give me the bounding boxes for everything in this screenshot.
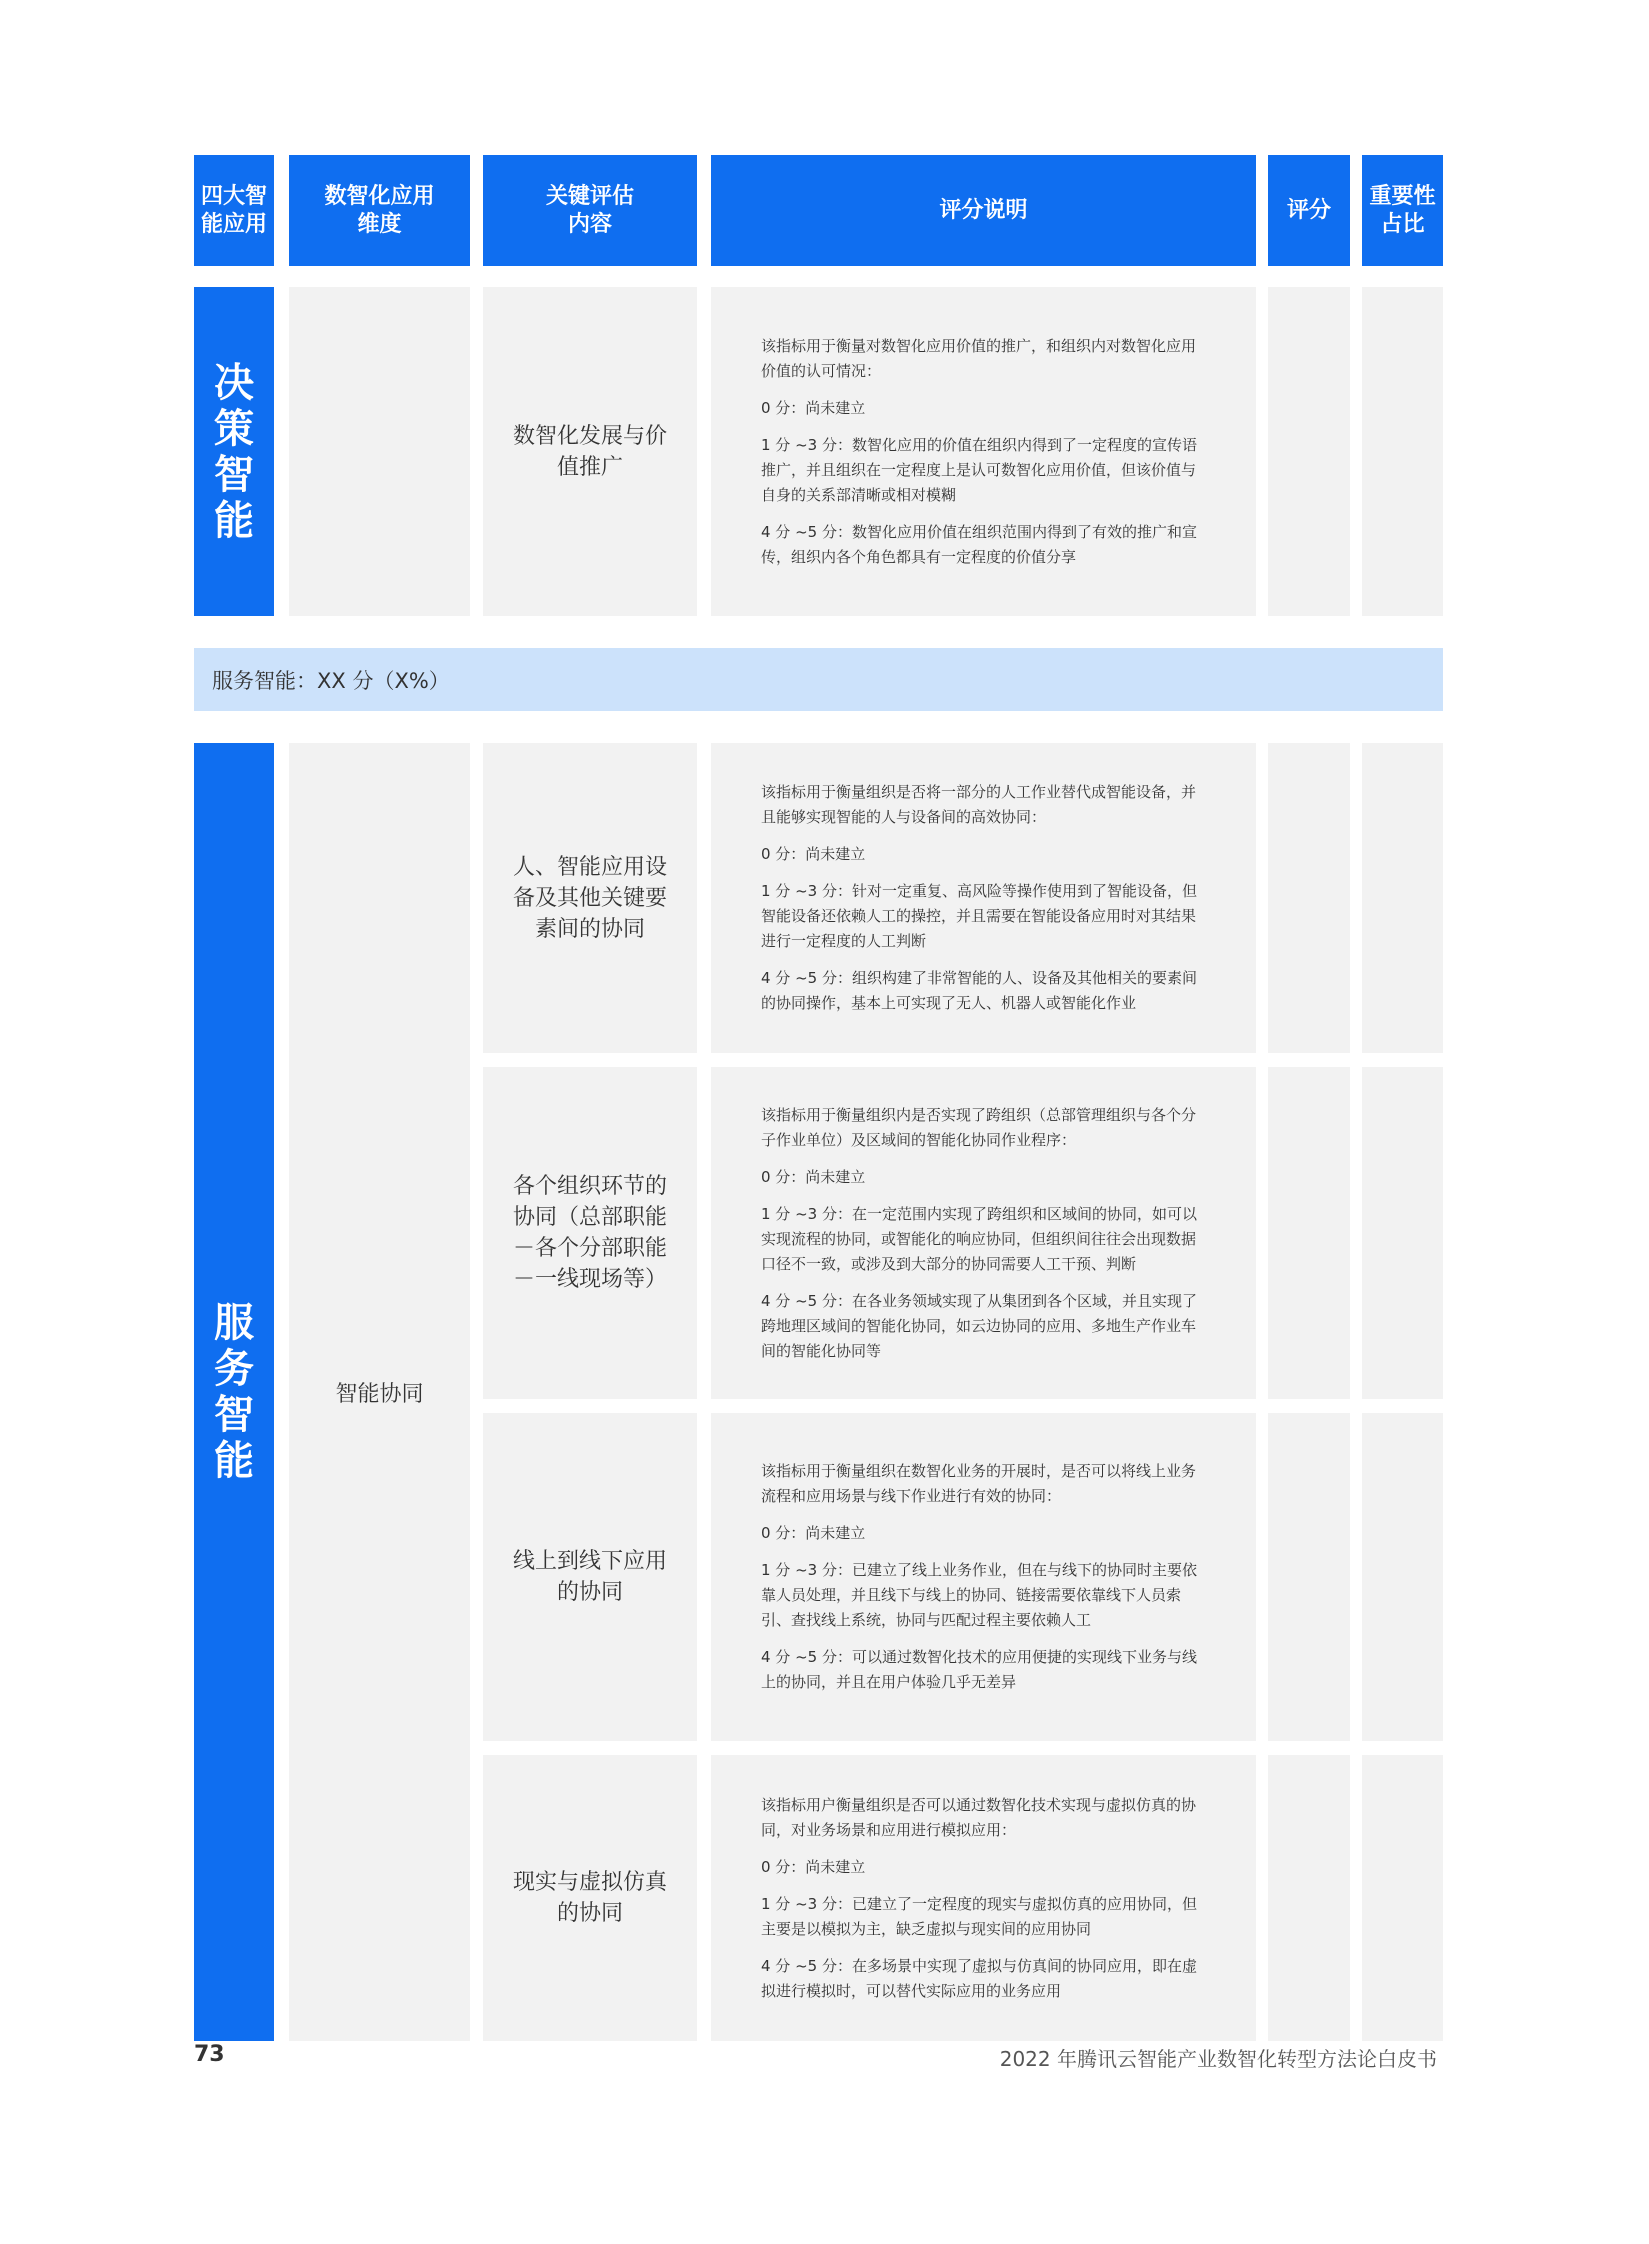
description-text: 1 分 ~3 分：针对一定重复、高风险等操作使用到了智能设备，但智能设备还依赖人工的操控，并且需要在智能设备应用时对其结果进行一定程度的人工判断 bbox=[761, 882, 1197, 950]
section-label-service: 服 务 智 能 bbox=[194, 743, 274, 2041]
header-col-key-content: 关键评估 内容 bbox=[483, 155, 697, 266]
score-cell bbox=[1268, 1413, 1350, 1741]
description-cell bbox=[711, 287, 1256, 616]
description-text: 4 分 ~5 分：在各业务领域实现了从集团到各个区域，并且实现了跨地理区域间的智能化协同，如云边协同的应用、多地生产作业车间的智能化协同等 bbox=[761, 1291, 1197, 1360]
weight-cell bbox=[1362, 287, 1443, 616]
score-cell bbox=[1268, 287, 1350, 616]
description-text: 1 分 ~3 分：已建立了一定程度的现实与虚拟仿真的应用协同，但主要是以模拟为主，缺乏虚拟与现实间的应用协同 bbox=[761, 1894, 1197, 1938]
weight-cell bbox=[1362, 743, 1443, 1053]
description-text: 该指标用于衡量组织是否将一部分的人工作业替代成智能设备，并且能够实现智能的人与设备间的高效协同： bbox=[761, 783, 1197, 826]
header-col-weight: 重要性 占比 bbox=[1362, 155, 1443, 266]
score-cell bbox=[1268, 1067, 1350, 1399]
description-cell bbox=[711, 1755, 1256, 2041]
description-text: 4 分 ~5 分：在多场景中实现了虚拟与仿真间的协同应用，即在虚拟进行模拟时，可以替代实际应用的业务应用 bbox=[761, 1956, 1197, 2000]
key-content-cell: 人、智能应用设 备及其他关键要 素间的协同 bbox=[483, 743, 697, 1053]
description-text: 4 分 ~5 分：组织构建了非常智能的人、设备及其他相关的要素间的协同操作，基本上可实现了无人、机器人或智能化作业 bbox=[761, 969, 1197, 1012]
description-text: 0 分：尚未建立 bbox=[761, 1524, 866, 1542]
weight-cell bbox=[1362, 1755, 1443, 2041]
header-col-score: 评分 bbox=[1268, 155, 1350, 266]
header-col-application: 四大智 能应用 bbox=[194, 155, 274, 266]
section-label-decision: 决 策 智 能 bbox=[194, 287, 274, 616]
description-text: 0 分：尚未建立 bbox=[761, 1857, 866, 1876]
description-text: 该指标用于衡量组织在数智化业务的开展时，是否可以将线上业务流程和应用场景与线下作业进行有效的协同： bbox=[761, 1462, 1197, 1505]
description-text: 1 分 ~3 分：在一定范围内实现了跨组织和区域间的协同，如可以实现流程的协同，或智能化的响应协同，但组织间往往会出现数据口径不一致，或涉及到大部分的协同需要人工干预、判断 bbox=[761, 1204, 1197, 1273]
description-text: 0 分：尚未建立 bbox=[761, 845, 866, 863]
description-cell bbox=[711, 743, 1256, 1053]
description-cell bbox=[711, 1413, 1256, 1741]
page-number: 73 bbox=[194, 2042, 225, 2067]
description-cell bbox=[711, 1067, 1256, 1399]
key-content-cell: 数智化发展与价 值推广 bbox=[483, 287, 697, 616]
score-cell bbox=[1268, 1755, 1350, 2041]
description-text: 1 分 ~3 分：已建立了线上业务作业，但在与线下的协同时主要依靠人员处理，并且线下与线上的协同、链接需要依靠线下人员索引、查找线上系统，协同与匹配过程主要依赖人工 bbox=[761, 1561, 1197, 1629]
key-content-cell: 线上到线下应用 的协同 bbox=[483, 1413, 697, 1741]
description-text: 4 分 ~5 分：数智化应用价值在组织范围内得到了有效的推广和宣传，组织内各个角色都具有一定程度的价值分享 bbox=[761, 522, 1197, 566]
weight-cell bbox=[1362, 1067, 1443, 1399]
weight-cell bbox=[1362, 1413, 1443, 1741]
description-text: 该指标用于衡量对数智化应用价值的推广，和组织内对数智化应用价值的认可情况： bbox=[761, 336, 1197, 380]
service-score-band: 服务智能：XX 分（X%） bbox=[194, 648, 1443, 711]
header-col-description: 评分说明 bbox=[711, 155, 1256, 266]
dimension-cell-smart-collaboration: 智能协同 bbox=[289, 743, 470, 2041]
description-text: 该指标用于衡量组织内是否实现了跨组织（总部管理组织与各个分子作业单位）及区域间的智能化协同作业程序： bbox=[761, 1105, 1197, 1149]
key-content-cell: 现实与虚拟仿真 的协同 bbox=[483, 1755, 697, 2041]
description-text: 1 分 ~3 分：数智化应用的价值在组织内得到了一定程度的宣传语推广，并且组织在一定程度上是认可数智化应用价值，但该价值与自身的关系部清晰或相对模糊 bbox=[761, 435, 1197, 504]
score-cell bbox=[1268, 743, 1350, 1053]
description-text: 0 分：尚未建立 bbox=[761, 1167, 866, 1186]
document-title: 2022 年腾讯云智能产业数智化转型方法论白皮书 bbox=[999, 2047, 1437, 2071]
header-col-dimension: 数智化应用 维度 bbox=[289, 155, 470, 266]
description-text: 4 分 ~5 分：可以通过数智化技术的应用便捷的实现线下业务与线上的协同，并且在用户体验几乎无差异 bbox=[761, 1648, 1197, 1691]
description-text: 该指标用户衡量组织是否可以通过数智化技术实现与虚拟仿真的协同，对业务场景和应用进行模拟应用： bbox=[761, 1795, 1197, 1839]
description-text: 0 分：尚未建立 bbox=[761, 398, 866, 417]
key-content-cell: 各个组织环节的 协同（总部职能 －各个分部职能 －一线现场等） bbox=[483, 1067, 697, 1399]
dimension-cell-decision bbox=[289, 287, 470, 616]
